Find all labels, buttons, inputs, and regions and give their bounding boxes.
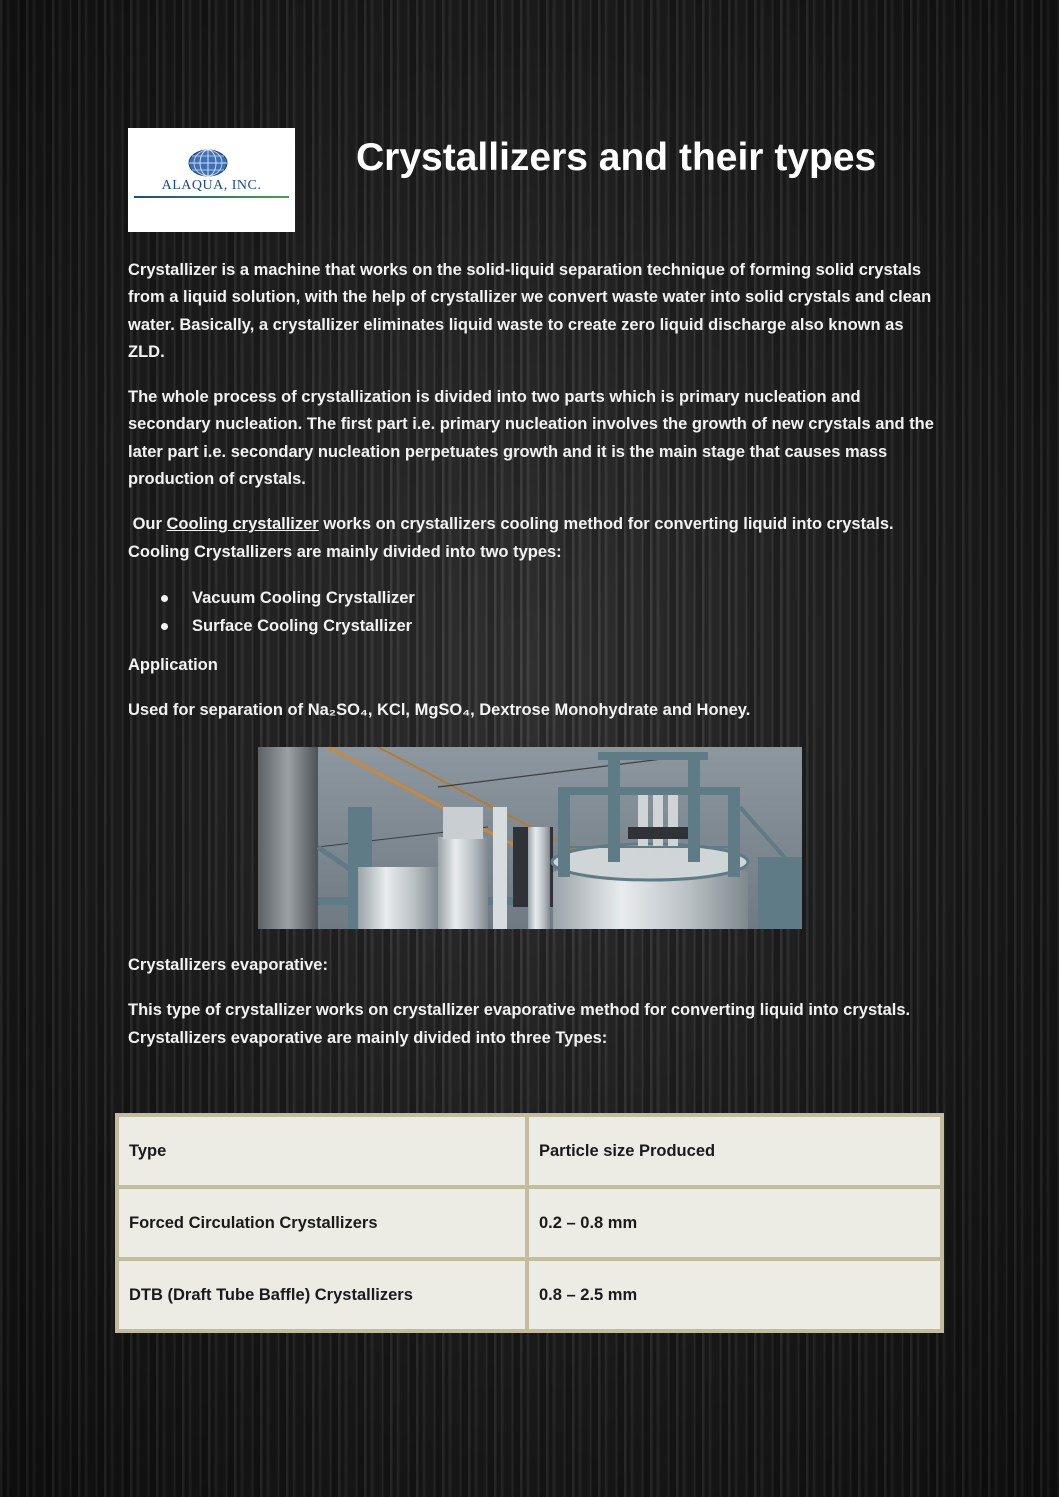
table-header-row (119, 1117, 940, 1185)
company-logo (128, 128, 295, 232)
plant-illustration (258, 747, 802, 929)
intro-paragraph-3-post: works on crystallizers cooling method for converting liquid into crystals. Cooling Crystallizers are mainly divided into two types: (128, 515, 894, 561)
crystallizer-types-table (115, 1113, 944, 1333)
evaporative-heading: Crystallizers evaporative: (128, 956, 328, 974)
logo-underline (134, 196, 289, 198)
table-header-cell: Particle size Produced (529, 1117, 940, 1185)
application-text: Used for separation of Na₂SO₄, KCl, MgSO₄, Dextrose Monohydrate and Honey. (128, 701, 751, 720)
evaporative-text: This type of crystallizer works on crystallizer evaporative method for converting liquid into crystals. Crystallizers evaporative are mainly divided into three Types: (128, 1001, 911, 1047)
logo-text: ALAQUA, INC. (161, 178, 262, 193)
table-cell: DTB (Draft Tube Baffle) Crystallizers (119, 1261, 525, 1329)
page-title: Crystallizers and their types (356, 136, 877, 179)
evaporative-section (128, 952, 936, 1070)
globe-icon (188, 148, 228, 178)
crystallizer-plant-photo (258, 747, 802, 929)
list-item: Surface Cooling Crystallizer (192, 612, 936, 640)
cooling-types-list (128, 584, 936, 640)
intro-paragraph-3 (128, 511, 936, 566)
intro-paragraph-3-pre: Our (132, 515, 167, 534)
intro-paragraph-1: Crystallizer is a machine that works on the solid-liquid separation technique of forming solid crystals from a liquid solution, with the help of crystallizer we convert waste water into solid crystals and clean water. Basically, a crystallizer eliminates liquid waste to create zero liquid discharge also known as ZLD. (128, 261, 932, 361)
intro-paragraph-2: The whole process of crystallization is divided into two parts which is primary nucleation and secondary nucleation. The first part i.e. primary nucleation involves the growth of new crystals and the later part i.e. secondary nucleation perpetuates growth and it is the main stage that causes mass production of crystals. (128, 388, 934, 489)
table-header-cell: Type (119, 1117, 525, 1185)
application-heading: Application (128, 655, 218, 674)
intro-section (128, 257, 936, 743)
table-row (119, 1189, 940, 1257)
table-row (119, 1261, 940, 1329)
list-item: Vacuum Cooling Crystallizer (192, 584, 936, 612)
table-cell: 0.2 – 0.8 mm (529, 1189, 940, 1257)
table-cell: 0.8 – 2.5 mm (529, 1261, 940, 1329)
cooling-crystallizer-link[interactable]: Cooling crystallizer (166, 515, 319, 534)
table-cell: Forced Circulation Crystallizers (119, 1189, 525, 1257)
